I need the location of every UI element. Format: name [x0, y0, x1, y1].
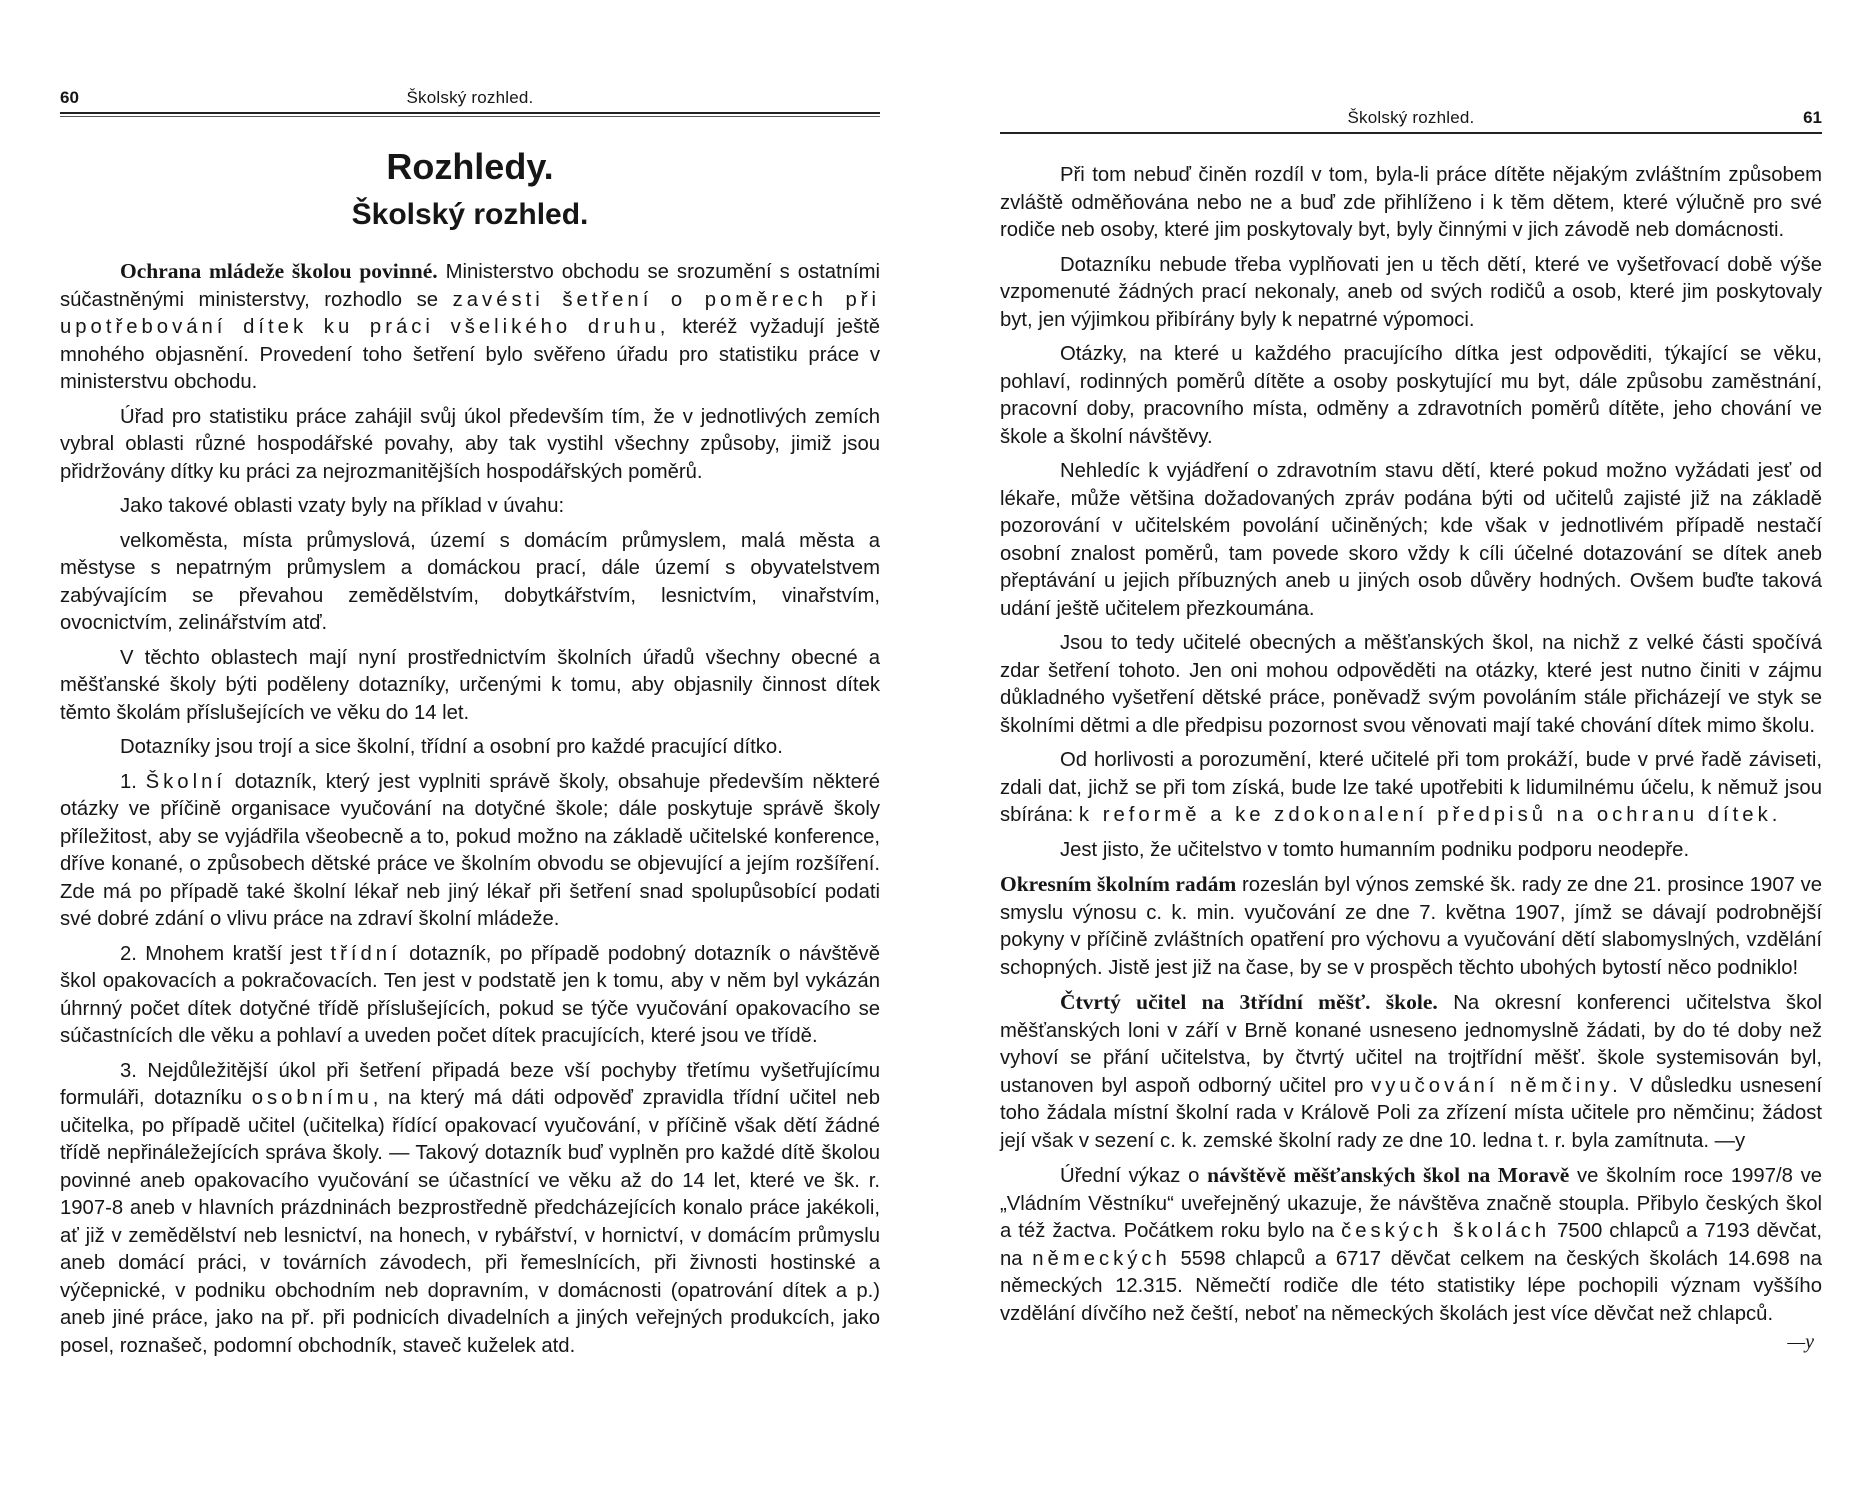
running-head-left — [60, 88, 880, 128]
paragraph: 1. Školní dotazník, který jest vyplniti správě školy, obsahuje především některé otázky ve příčině organisace vyučování na dotyčné škole; dále poskytuje správě školy příležitost, aby se vyjádřila všeobecně a to, pokud možno na základě učitelské konference, dříve konané, o způsobech dětské práce ve školním obvodu se objevující a jejím rozšíření. Zde má po případě také školní lékař neb jiný lékař při šetření snad spolupůsobící podati své dobré zdání o vlivu práce na zdraví školní mládeže. — [60, 770, 880, 930]
article-lead: návštěvě měšťanských škol na Moravě — [1207, 1163, 1570, 1187]
running-head-right — [1000, 108, 1822, 148]
paragraph: Dotazníky jsou trojí a sice školní, třídní a osobní pro každé pracující dítko. — [120, 736, 783, 758]
header-rule-thin — [60, 116, 880, 117]
running-head-title: Školský rozhled. — [1347, 108, 1475, 127]
right-body — [1000, 162, 1822, 1354]
right-page — [1000, 12, 1822, 1512]
header-rule — [1000, 132, 1822, 134]
paragraph: Dotazníku nebude třeba vyplňovati jen u těch dětí, které ve vyšetřovací době výše vzpomenuté žádných prací nekonaly, aneb od svých rodičů a osob, které jim poskytovaly byt, jen výjimkou přibírány byly k nepatrné výpomoci. — [1000, 253, 1822, 331]
paragraph: 2. Mnohem kratší jest třídní dotazník, po případě podobný dotazník o návštěvě škol opakovacích a pokračovacích. Ten jest v podstatě jen k tomu, aby v něm byl vykázán úhrnný počet dítek dotyčné třídě příslušejících, pokud se týče vyučování opakovacího se súčastnících dle věku a pohlaví a uveden počet dítek pracujících, které jsou ve třídě. — [60, 942, 880, 1047]
paragraph: Okresním školním radám rozeslán byl výnos zemské šk. rady ze dne 21. prosince 1907 ve smyslu výnosu c. k. min. vyučování ze dne 7. května 1907, jímž se dávají podrobnější pokyny v příčině zvláštních opatření pro výchovu a vyučování dětí slabomyslných, vzdělání schopných. Jistě jest již na čase, by se v prospěch těchto ubohých bytostí něco podniklo! — [1000, 872, 1822, 979]
left-page — [60, 0, 880, 1500]
author-signature: —y — [1787, 1331, 1814, 1353]
paragraph: Úřad pro statistiku práce zahájil svůj úkol především tím, že v jednotlivých zemích vybral oblasti různé hospodářské povahy, aby tak vystihl všechny způsoby, jimiž jsou přidržovány dítky ku práci za nejrozmanitějších hospodářských poměrů. — [60, 405, 880, 483]
page-number: 61 — [1803, 108, 1822, 127]
paragraph: V těchto oblastech mají nyní prostřednictvím školních úřadů všechny obecné a měšťanské školy býti poděleny dotazníky, určenými k tomu, aby objasnily činnost dítek těmto školám příslušejících ve věku do 14 let. — [60, 646, 880, 724]
paragraph: Jest jisto, že učitelstvo v tomto humanním podniku podporu neodepře. — [1060, 838, 1690, 861]
paragraph: Otázky, na které u každého pracujícího dítka jest odpověditi, týkající se věku, pohlaví, rodinných poměrů dítěte a osoby poskytující mu byt, dále způsobu zaměstnání, pracovní doby, pracovního místa, odměny a zdravotních poměrů dítěte, jeho chování ve škole a školní návštěvy. — [1000, 343, 1822, 448]
page-number: 60 — [60, 88, 79, 107]
paragraph: Ochrana mládeže školou povinné. Ministerstvo obchodu se srozumění s ostatními súčastněnými ministerstvy, rozhodlo se zavésti šetření o poměrech při upotřebování dítek ku práci všelikého druhu, kteréž vyžadují ještě mnohého objasnění. Provedení toho šetření bylo svěřeno úřadu pro statistiku práce v ministerstvu obchodu. — [60, 259, 881, 393]
paragraph: Jsou to tedy učitelé obecných a měšťanských škol, na nichž z velké části spočívá zdar šetření tohoto. Jen oni mohou odpověděti na otázky, které jest nutno činiti v zájmu důkladného vyšetření dětské práce, poněvadž svým povoláním stále přicházejí ve styk se školními dětmi a dle předpisu pozornost svou věnovati mají také chování dítek mimo školu. — [1000, 632, 1822, 737]
header-rule — [60, 112, 880, 114]
left-body — [60, 258, 880, 1360]
paragraph: Jako takové oblasti vzaty byly na příklad v úvahu: — [120, 495, 565, 517]
paragraph: Nehledíc k vyjádření o zdravotním stavu dětí, které pokud možno vyžádati jesť od lékaře, může většina dožadovaných zpráv podána býti od učitelů zajisté již na základě pozorování v učitelském povolání učiněných; kde však v jednotlivém případě nestačí osobní znalost poměrů, tam povede skoro vždy k cíli účelné dotazování se dítek aneb přeptávání u jejich příbuzných aneb u jiných osob důvěry hodných. Ovšem buďte taková udání ještě učitelem přezkoumána. — [1000, 460, 1822, 620]
article-lead: Čtvrtý učitel na 3třídní měšť. škole. — [1060, 990, 1438, 1014]
paragraph: 3. Nejdůležitější úkol při šetření připadá beze vší pochyby třetímu vyšetřujícímu formuláři, dotazníku osobnímu, na který má dáti odpověď zpravidla třídní učitel neb učitelka, po případě učitel (učitelka) řídící opakovací vyučování, v příčině však dětí žádné třídě nepřináležejících správa školy. — Takový dotazník buď vyplněn pro každé dítě školou povinné aneb opakovacího vyučování se účastnící ve věku až do 14 let, které ve šk. r. 1907-8 aneb v hlavních prázdninách bezprostředně předcházejících konalo práce jakékoli, ať již v zemědělství neb lesnictví, na honech, v rybářství, v hornictví, v domácím průmyslu aneb domácí práci, v továrních závodech, při řemeslnících, při živnosti hostinské a výčepnické, v podniku obchodním neb dopravním, v domácnosti (opatrování dítek a p.) aneb jiné práce, jako na př. při podnicích divadelních a jiných veřejných produkcích, jako posel, roznašeč, podomní obchodník, staveč kuželek atd. — [60, 1059, 880, 1357]
paragraph: Od horlivosti a porozumění, které učitelé při tom prokáží, bude v prvé řadě záviseti, zdali dat, jichž se při tom získá, bude lze také upotřebiti k lidumilnému účelu, k němuž jsou sbírána: k reformě a ke zdokonalení předpisů na ochranu dítek. — [1000, 749, 1822, 826]
section-title: Rozhledy. — [386, 146, 554, 187]
paragraph: Při tom nebuď činěn rozdíl v tom, byla-li práce dítěte nějakým zvláštním způsobem zvláště odměňována nebo ne a buď zde přihlíženo i k těm dětem, které výlučně pro své rodiče neb osoby, které jim poskytovaly byt, byly činnými v jich závodě neb domácnosti. — [1000, 164, 1822, 241]
running-head-title: Školský rozhled. — [406, 88, 534, 107]
sub-title: Školský rozhled. — [351, 198, 589, 231]
paragraph: velkoměsta, místa průmyslová, území s domácím průmyslem, malá města a městyse s nepatrným průmyslem a domáckou prací, dále území s obyvatelstvem zabývajícím se převahou zemědělstvím, dobytkářstvím, lesnictvím, vinařstvím, ovocnictvím, zelinářstvím atď. — [60, 529, 880, 634]
article-lead: Ochrana mládeže školou povinné. — [120, 259, 438, 283]
article-lead: Okresním školním radám — [1000, 872, 1237, 896]
paragraph: Čtvrtý učitel na 3třídní měšť. škole. Na okresní konferenci učitelstva škol měšťanských loni v září v Brně konané usneseno jednomyslně žádati, by do té doby než vyhoví se přání učitelstva, by čtvrtý učitel na trojtřídní měšť. škole systemisován byl, ustanoven byl aspoň odborný učitel pro vyučování němčiny. V důsledku usnesení toho žádala místní školní rada v Králově Poli za zřízení místa učitele pro němčinu; žádost její však v sezení c. k. zemské školní rady ze dne 10. ledna t. r. byla zamítnuta. —y — [1000, 990, 1822, 1152]
paragraph: Úřední výkaz o návštěvě měšťanských škol na Moravě ve školním roce 1997/8 ve „Vládním Věstníku“ uveřejněný ukazuje, že návštěva značně stoupla. Přibylo českých škol a též žactva. Počátkem roku bylo na českých školách 7500 chlapců a 7193 děvčat, na německých 5598 chlapců a 6717 děvčat celkem na českých školách 14.698 na německých 12.315. Němečtí rodiče dle této statistiky lépe pochopili význam vyššího vzdělání dívčího než čeští, neboť na německých školách jest více děvčat než chlapců. — [1000, 1163, 1822, 1325]
